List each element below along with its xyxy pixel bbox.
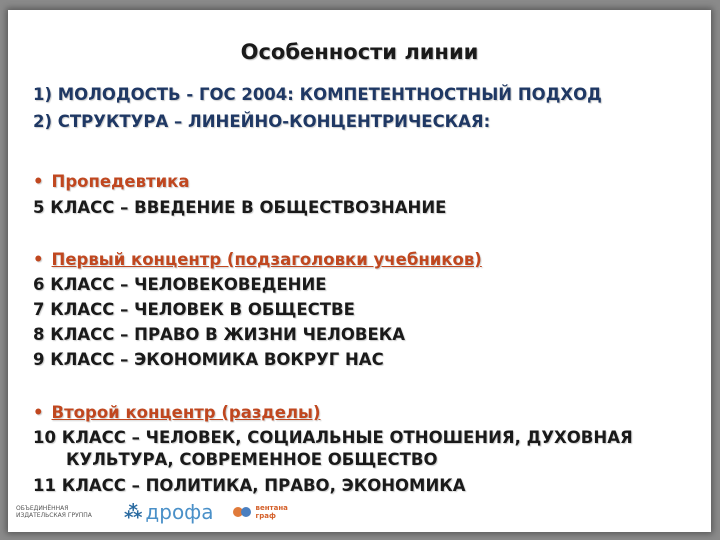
bullet-icon: • xyxy=(33,250,44,269)
bullet-propaedeutics xyxy=(33,172,190,191)
drofa-logo xyxy=(124,500,214,524)
bullet-icon: • xyxy=(33,172,44,191)
ventana-logo-text: вентана xyxy=(255,504,288,512)
bullet-label: Второй концентр (разделы) xyxy=(51,403,321,422)
bullet-icon: • xyxy=(33,403,44,422)
bullet-label: Пропедевтика xyxy=(51,172,190,191)
drofa-logo-text: дрофа xyxy=(145,500,214,524)
point-1: 1) МОЛОДОСТЬ - ГОС 2004: КОМПЕТЕНТНОСТНЫЙ ПОДХОД xyxy=(33,85,602,104)
publisher-group-logo: ОБЪЕДИНЁННАЯ ИЗДАТЕЛЬСКАЯ ГРУППА xyxy=(16,505,92,519)
class-10-line-2: КУЛЬТУРА, СОВРЕМЕННОЕ ОБЩЕСТВО xyxy=(66,450,438,469)
graf-logo-text: граф xyxy=(255,512,276,520)
slide xyxy=(8,10,711,532)
bullet-second-concentre xyxy=(33,403,321,422)
class-5: 5 КЛАСС – ВВЕДЕНИЕ В ОБЩЕСТВОЗНАНИЕ xyxy=(33,198,447,217)
publisher-logos xyxy=(16,500,288,524)
class-7: 7 КЛАСС – ЧЕЛОВЕК В ОБЩЕСТВЕ xyxy=(33,300,355,319)
ventana-logo xyxy=(232,503,288,521)
ventana-logo-icon xyxy=(232,503,252,521)
slide-title: Особенности линии xyxy=(240,40,479,64)
class-9: 9 КЛАСС – ЭКОНОМИКА ВОКРУГ НАС xyxy=(33,350,384,369)
point-2: 2) СТРУКТУРА – ЛИНЕЙНО-КОНЦЕНТРИЧЕСКАЯ: xyxy=(33,112,491,131)
bullet-label: Первый концентр (подзаголовки учебников) xyxy=(51,250,482,269)
drofa-logo-icon: ⁂ xyxy=(124,501,143,523)
bullet-first-concentre xyxy=(33,250,482,269)
class-10-line-1: 10 КЛАСС – ЧЕЛОВЕК, СОЦИАЛЬНЫЕ ОТНОШЕНИЯ, ДУХОВНАЯ xyxy=(33,428,633,447)
class-11: 11 КЛАСС – ПОЛИТИКА, ПРАВО, ЭКОНОМИКА xyxy=(33,476,466,495)
class-6: 6 КЛАСС – ЧЕЛОВЕКОВЕДЕНИЕ xyxy=(33,275,327,294)
class-8: 8 КЛАСС – ПРАВО В ЖИЗНИ ЧЕЛОВЕКА xyxy=(33,325,406,344)
